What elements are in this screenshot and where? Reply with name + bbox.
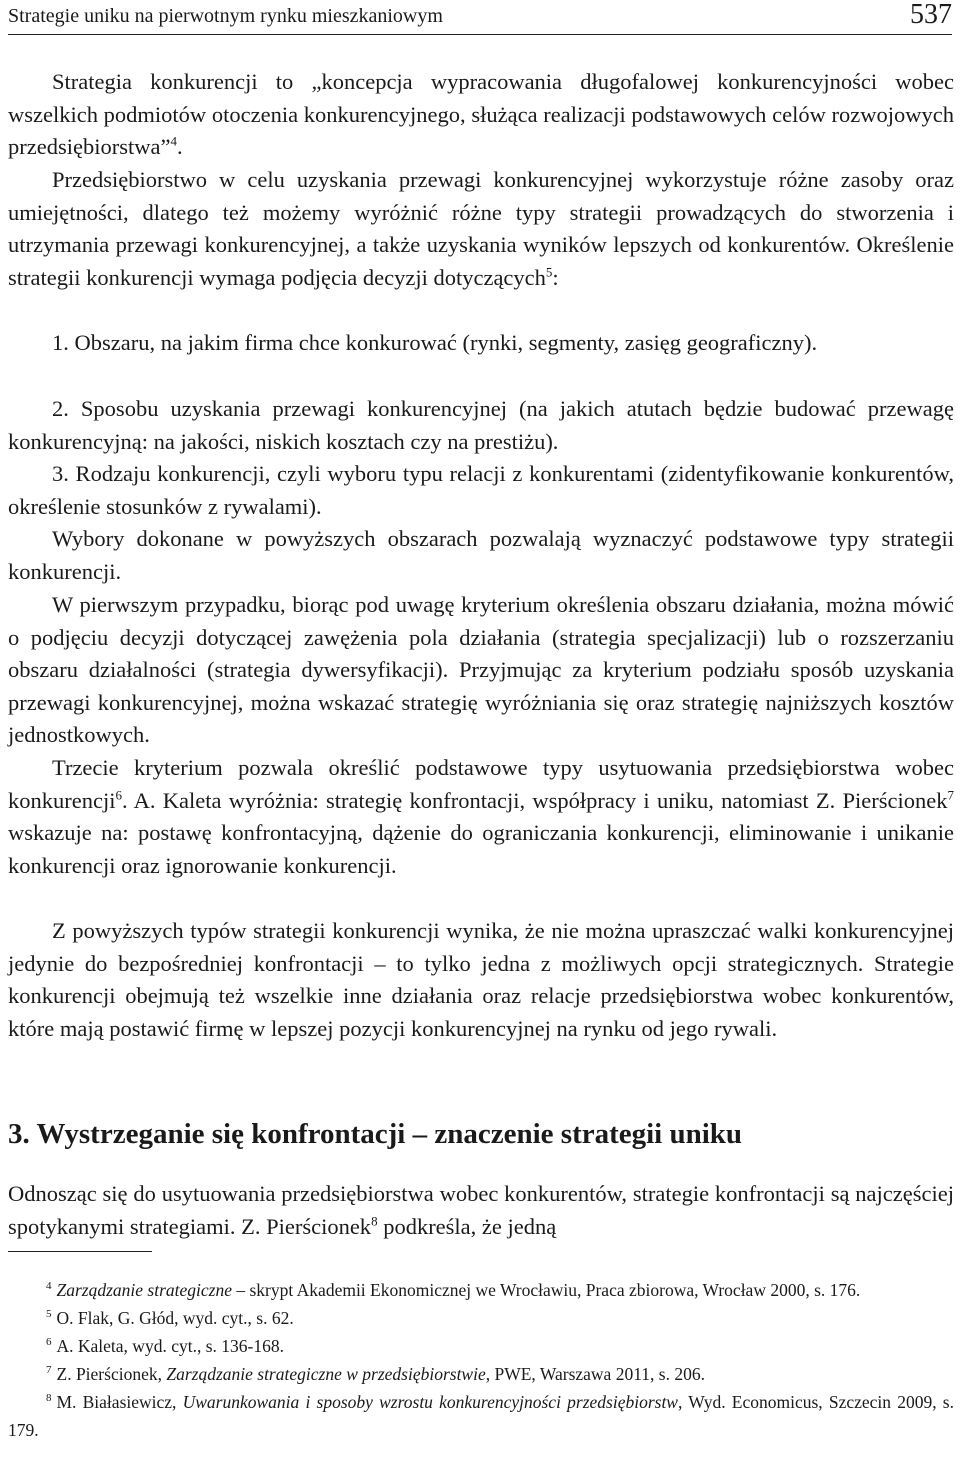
list-item-3: 3. Rodzaju konkurencji, czyli wyboru typu relacji z konkurentami (zidentyfikowanie konkurentów, określenie stosunków z rywalami). bbox=[8, 461, 954, 519]
footnote-ref-8: 8 bbox=[371, 1213, 378, 1229]
page-number: 537 bbox=[910, 0, 952, 30]
list-item-1: 1. Obszaru, na jakim firma chce konkurować (rynki, segmenty, zasięg geograficzny). bbox=[52, 330, 818, 355]
footnote-8: $^8$ M. Białasiewicz, Uwarunkowania i sposoby wzrostu konkurencyjności przedsiębiorstw, Wyd. Economicus, Szczecin 2009, s. 179. bbox=[8, 1392, 954, 1440]
footnote-ref-7: 7 bbox=[947, 787, 954, 803]
footnote-4: $^4$ Zarządzanie strategiczne – skrypt Akademii Ekonomicznej we Wrocławiu, Praca zbiorowa, Wrocław 2000, s. 176. bbox=[46, 1280, 861, 1300]
list-item-2: 2. Sposobu uzyskania przewagi konkurencyjnej (na jakich atutach będzie budować przewagę konkurencyjną: na jakości, niskich kosztach czy na prestiżu). bbox=[8, 396, 954, 454]
page-header bbox=[8, 0, 952, 35]
footnote-ref-5: 5 bbox=[545, 264, 553, 280]
section-heading: 3. Wystrzeganie się konfrontacji – znaczenie strategii uniku bbox=[8, 1118, 743, 1150]
footnotes bbox=[8, 1276, 954, 1444]
paragraph-section-intro: Odnosząc się do usytuowania przedsiębiorstwa wobec konkurentów, strategie konfrontacji są najczęściej spotykanymi strategiami. Z. Pierścionek$^8$ podkreśla, że jedną bbox=[8, 1181, 954, 1239]
footnote-ref-4: 4 bbox=[170, 133, 177, 149]
footnote-ref-6: 6 bbox=[115, 787, 122, 803]
paragraph-conclusion: Z powyższych typów strategii konkurencji wynika, że nie można upraszczać walki konkurencyjnej jedynie do bezpośredniej konfrontacji – to tylko jedna z możliwych opcji strategicznych. Strategie konkurencji obejmują też wszelkie inne działania oraz relacje przedsiębiorstwa wobec konkurentów, które mają postawić firmę w lepszej pozycji konkurencyjnej na rynku od jego rywali. bbox=[8, 918, 954, 1041]
footnote-divider bbox=[8, 1251, 152, 1252]
footnote-6: $^6$ A. Kaleta, wyd. cyt., s. 136-168. bbox=[46, 1336, 284, 1356]
paragraph-competitive-advantage: Przedsiębiorstwo w celu uzyskania przewagi konkurencyjnej wykorzystuje różne zasoby oraz umiejętności, dlatego też możemy wyróżnić różne typy strategii prowadzących do stworzenia i utrzymania przewagi konkurencyjnej, a także uzyskania wyników lepszych od konkurentów. Określenie strategii konkurencji wymaga podjęcia decyzji dotyczących$^5$: bbox=[8, 167, 954, 290]
footnote-5: $^5$ O. Flak, G. Głód, wyd. cyt., s. 62. bbox=[46, 1308, 294, 1328]
paragraph-third-criterion: Trzecie kryterium pozwala określić podstawowe typy usytuowania przedsiębiorstwa wobec konkurencji$^6$. A. Kaleta wyróżnia: strategię konfrontacji, współpracy i uniku, natomiast Z. Pierścionek$^7$ wskazuje na: postawę konfrontacyjną, dążenie do ograniczania konkurencji, eliminowanie i unikanie konkurencji oraz ignorowanie konkurencji. bbox=[8, 755, 954, 878]
paragraph-definition: Strategia konkurencji to „koncepcja wypracowania długofalowej konkurencyjności wobec wszelkich podmiotów otoczenia konkurencyjnego, służąca realizacji podstawowych celów rozwojowych przedsiębiorstwa”$^4$. bbox=[8, 69, 954, 160]
paragraph-first-case: W pierwszym przypadku, biorąc pod uwagę kryterium określenia obszaru działania, można mówić o podjęciu decyzji dotyczącej zawężenia pola działania (strategia specjalizacji) lub o rozszerzaniu obszaru działalności (strategia dywersyfikacji). Przyjmując za kryterium podziału sposób uzyskania przewagi konkurencyjnej, można wskazać strategię wyróżniania się oraz strategię najniższych kosztów jednostkowych. bbox=[8, 592, 954, 748]
footnote-7: $^7$ Z. Pierścionek, Zarządzanie strategiczne w przedsiębiorstwie, PWE, Warszawa 2011, s. 206. bbox=[46, 1364, 705, 1384]
paragraph-choices: Wybory dokonane w powyższych obszarach pozwalają wyznaczyć podstawowe typy strategii konkurencji. bbox=[8, 526, 954, 584]
running-title: Strategie uniku na pierwotnym rynku mieszkaniowym bbox=[8, 5, 443, 27]
